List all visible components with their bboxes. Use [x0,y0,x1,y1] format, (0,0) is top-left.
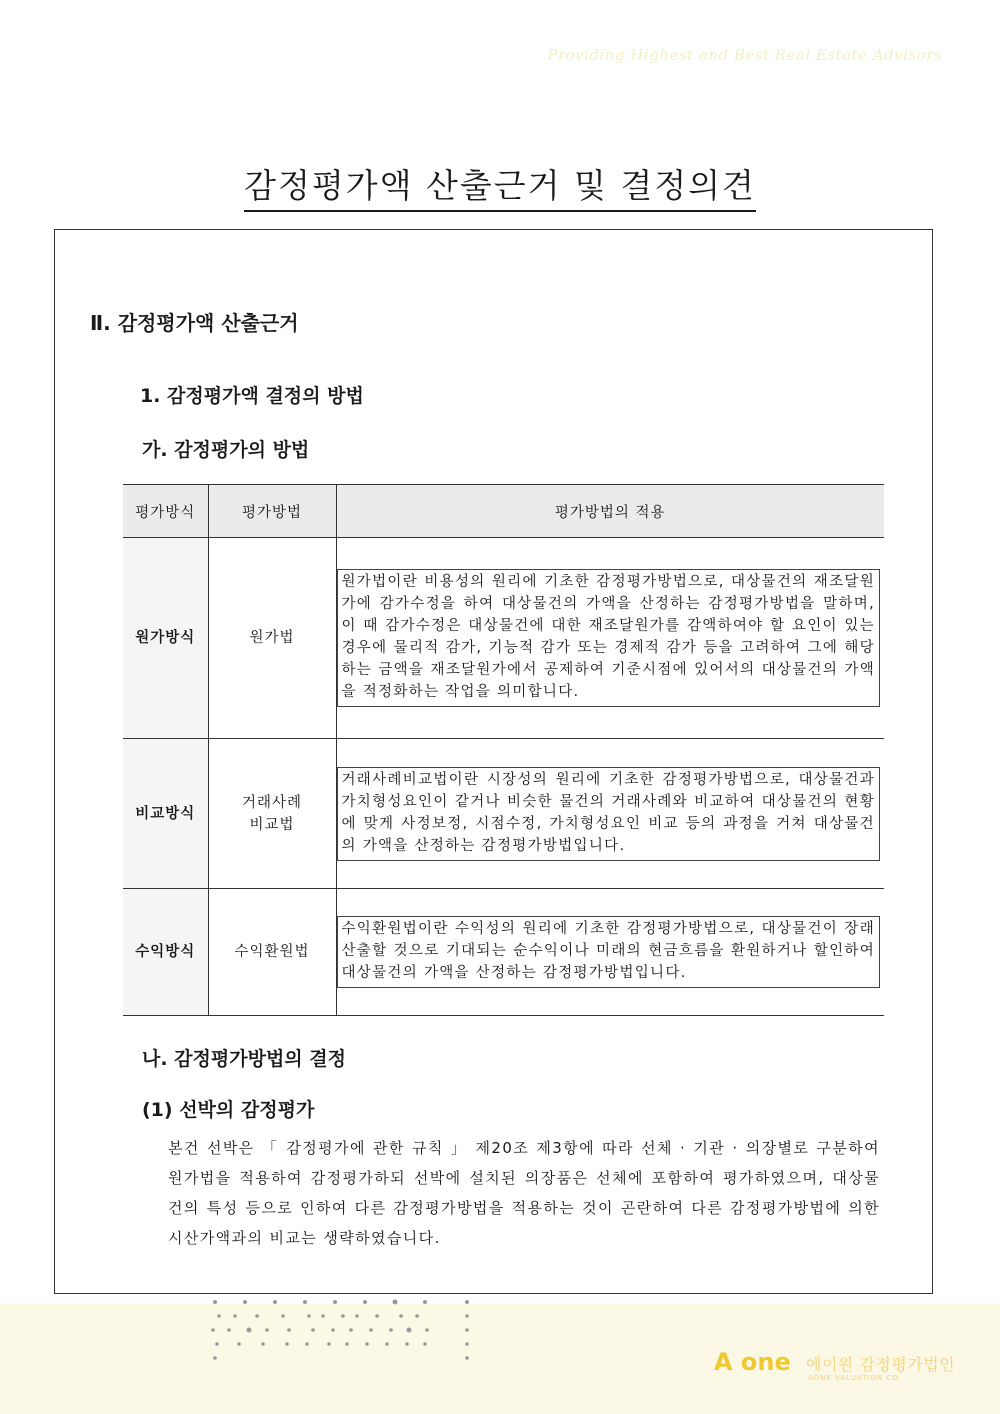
page-title [0,160,1000,212]
approach-label: 수익방식 [135,944,196,960]
logo-mark: A one [714,1348,791,1376]
subsection-heading-ship: (1) 선박의 감정평가 [142,1099,315,1121]
row-description [336,889,884,1016]
header-application: 평가방법의 적용 [336,485,884,538]
body-paragraph: 본건 선박은 「 감정평가에 관한 규칙 」 제20조 제3항에 따라 선체 · 기관 · 의장별로 구분하여 원가법을 적용하여 감정평가하되 선박에 설치된 의장품은 선체에 포함하여 평가하였으며, 대상물건의 특성 등으로 인하여 다른 감정평가방법을 적용하는 것이 곤란하여 다른 감정평가방법에 의한 시산가액과의 비교는 생략하였습니다. [168,1139,880,1247]
header-method: 평가방법 [208,485,336,538]
subsection-heading-ga: 가. 감정평가의 방법 [142,439,310,461]
logo-name-ko: 에이원 감정평가법인 [806,1355,956,1374]
header-approach: 평가방식 [123,485,208,538]
row-method [208,739,336,889]
section-heading: Ⅱ. 감정평가액 산출근거 [90,311,299,335]
row-description [336,739,884,889]
description-text: 수익환원법이란 수익성의 원리에 기초한 감정평가방법으로, 대상물건이 장래 산출할 것으로 기대되는 순수익이나 미래의 현금흐름을 환원하거나 할인하여 대상물건의 가액을 산정하는 감정평가방법입니다. [337,916,881,988]
table-row [123,538,884,739]
logo-name-en: AONE VALUATION CO. [808,1374,902,1382]
method-line-2: 비교법 [249,816,295,833]
page-title-text: 감정평가액 산출근거 및 결정의견 [244,160,756,212]
subsection-heading-1: 1. 감정평가액 결정의 방법 [140,385,364,407]
table-header-row [123,485,884,538]
subsection-heading-na: 나. 감정평가방법의 결정 [142,1048,346,1070]
approach-label: 비교방식 [135,805,196,822]
decorative-dots [205,1296,485,1368]
company-logo [714,1348,964,1388]
method-line-1: 거래사례 [241,794,303,811]
row-approach [123,889,208,1016]
description-text: 원가법이란 비용성의 원리에 기초한 감정평가방법으로, 대상물건의 재조달원가에 감가수정을 하여 대상물건의 가액을 산정하는 감정평가방법을 말하며, 이 때 감가수정은 대상물건에 대한 재조달원가를 감액하여야 할 요인이 있는 경우에 물리적 감가, 기능적 감가 또는 경제적 감가 등을 고려하여 그에 해당하는 금액을 재조달원가에서 공제하여 기준시점에 있어서의 대상물건의 가액을 적정화하는 작업을 의미합니다. [337,569,881,707]
table-row [123,889,884,1016]
row-approach [123,538,208,739]
row-approach [123,739,208,889]
row-description [336,538,884,739]
table-row [123,739,884,889]
valuation-method-table [123,484,884,1016]
approach-label: 원가방식 [135,630,196,646]
description-text: 거래사례비교법이란 시장성의 원리에 기초한 감정평가방법으로, 대상물건과 가치형성요인이 같거나 비슷한 물건의 거래사례와 비교하여 대상물건의 현황에 맞게 사정보정, 시점수정, 가치형성요인 비교 등의 과정을 거쳐 대상물건의 가액을 산정하는 감정평가방법입니다. [337,767,881,861]
row-method: 수익환원법 [208,889,336,1016]
row-method: 원가법 [208,538,336,739]
watermark-text: Providing Highest and Best Real Estate Advisors [547,46,942,64]
